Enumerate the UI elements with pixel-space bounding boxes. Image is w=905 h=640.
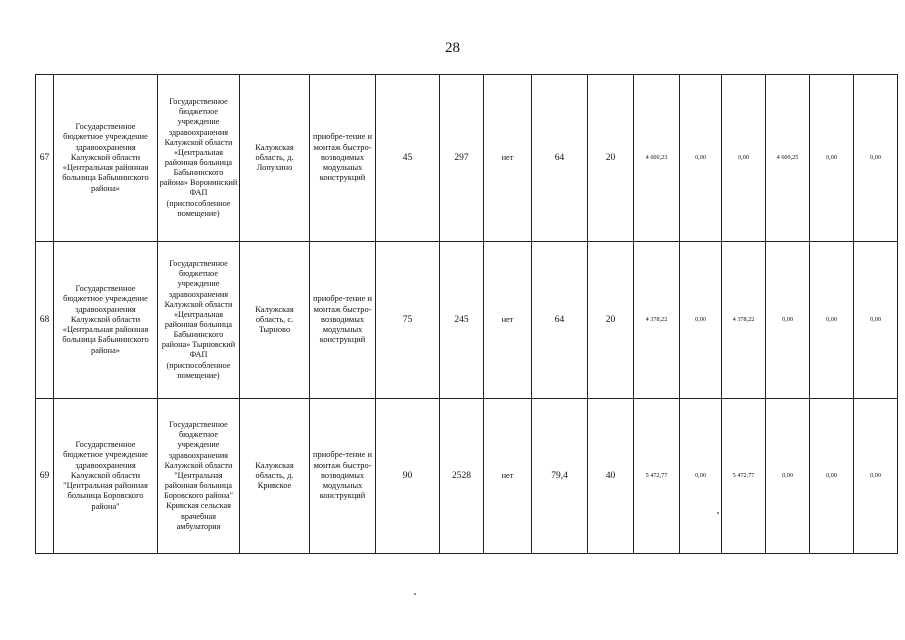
finance-cell: 4 600,23 xyxy=(634,75,680,242)
finance-cell: 0,00 xyxy=(810,399,854,554)
facilities-table xyxy=(35,74,898,554)
location-cell: Калужская область, с. Тырново xyxy=(240,242,310,399)
row-number: 69 xyxy=(36,399,54,554)
finance-cell: 0,00 xyxy=(680,399,722,554)
finance-cell: 4 600,25 xyxy=(766,75,810,242)
finance-cell: 0,00 xyxy=(810,75,854,242)
table-row xyxy=(36,242,898,399)
measure-cell: приобре-тение и монтаж быстро-возводимых модульных конструкций xyxy=(310,242,376,399)
value-cell: 45 xyxy=(376,75,440,242)
value-cell: 64 xyxy=(532,242,588,399)
row-number: 68 xyxy=(36,242,54,399)
finance-cell: 0,00 xyxy=(680,75,722,242)
location-cell: Калужская область, д. Лопухино xyxy=(240,75,310,242)
row-number: 67 xyxy=(36,75,54,242)
value-cell: нет xyxy=(484,75,532,242)
object-cell: Государственное бюджетное учреждение здравоохранения Калужской области «Центральная районная больница Бабынинского района» Тырновский ФАП (приспособленное помещение) xyxy=(158,242,240,399)
value-cell: 297 xyxy=(440,75,484,242)
object-cell: Государственное бюджетное учреждение здравоохранения Калужской области «Центральная районная больница Бабынинского района» Воронинский ФАП (приспособленное помещение) xyxy=(158,75,240,242)
value-cell: 75 xyxy=(376,242,440,399)
finance-cell: 0,00 xyxy=(810,242,854,399)
finance-cell: 5 472,77 xyxy=(634,399,680,554)
finance-cell: 4 378,22 xyxy=(634,242,680,399)
location-cell: Калужская область, д. Кривское xyxy=(240,399,310,554)
finance-cell: 0,00 xyxy=(722,75,766,242)
object-cell: Государственное бюджетное учреждение здравоохранения Калужской области "Центральная районная больница Боровского района" Кривская сельская врачебная амбулатория xyxy=(158,399,240,554)
table-row xyxy=(36,399,898,554)
value-cell: нет xyxy=(484,399,532,554)
table-row xyxy=(36,75,898,242)
value-cell: 20 xyxy=(588,75,634,242)
finance-cell: 5 472,77 xyxy=(722,399,766,554)
value-cell: 79,4 xyxy=(532,399,588,554)
value-cell: 2528 xyxy=(440,399,484,554)
finance-cell: 0,00 xyxy=(766,242,810,399)
finance-cell: 0,00 xyxy=(680,242,722,399)
finance-cell: 0,00 xyxy=(766,399,810,554)
value-cell: 40 xyxy=(588,399,634,554)
scan-speck xyxy=(717,512,719,514)
institution-cell: Государственное бюджетное учреждение здравоохранения Калужской области "Центральная районная больница Боровского района" xyxy=(54,399,158,554)
measure-cell: приобре-тение и монтаж быстро-возводимых модульных конструкций xyxy=(310,75,376,242)
page-number: 28 xyxy=(445,40,460,56)
measure-cell: приобре-тение и монтаж быстро-возводимых модульных конструкций xyxy=(310,399,376,554)
institution-cell: Государственное бюджетное учреждение здравоохранения Калужской области «Центральная районная больница Бабынинского района» xyxy=(54,242,158,399)
institution-cell: Государственное бюджетное учреждение здравоохранения Калужской области «Центральная районная больница Бабынинского района» xyxy=(54,75,158,242)
scan-speck xyxy=(414,593,416,595)
finance-cell: 0,00 xyxy=(854,242,898,399)
finance-cell: 0,00 xyxy=(854,75,898,242)
value-cell: 64 xyxy=(532,75,588,242)
finance-cell: 0,00 xyxy=(854,399,898,554)
value-cell: 245 xyxy=(440,242,484,399)
value-cell: 20 xyxy=(588,242,634,399)
finance-cell: 4 378,22 xyxy=(722,242,766,399)
value-cell: нет xyxy=(484,242,532,399)
value-cell: 90 xyxy=(376,399,440,554)
